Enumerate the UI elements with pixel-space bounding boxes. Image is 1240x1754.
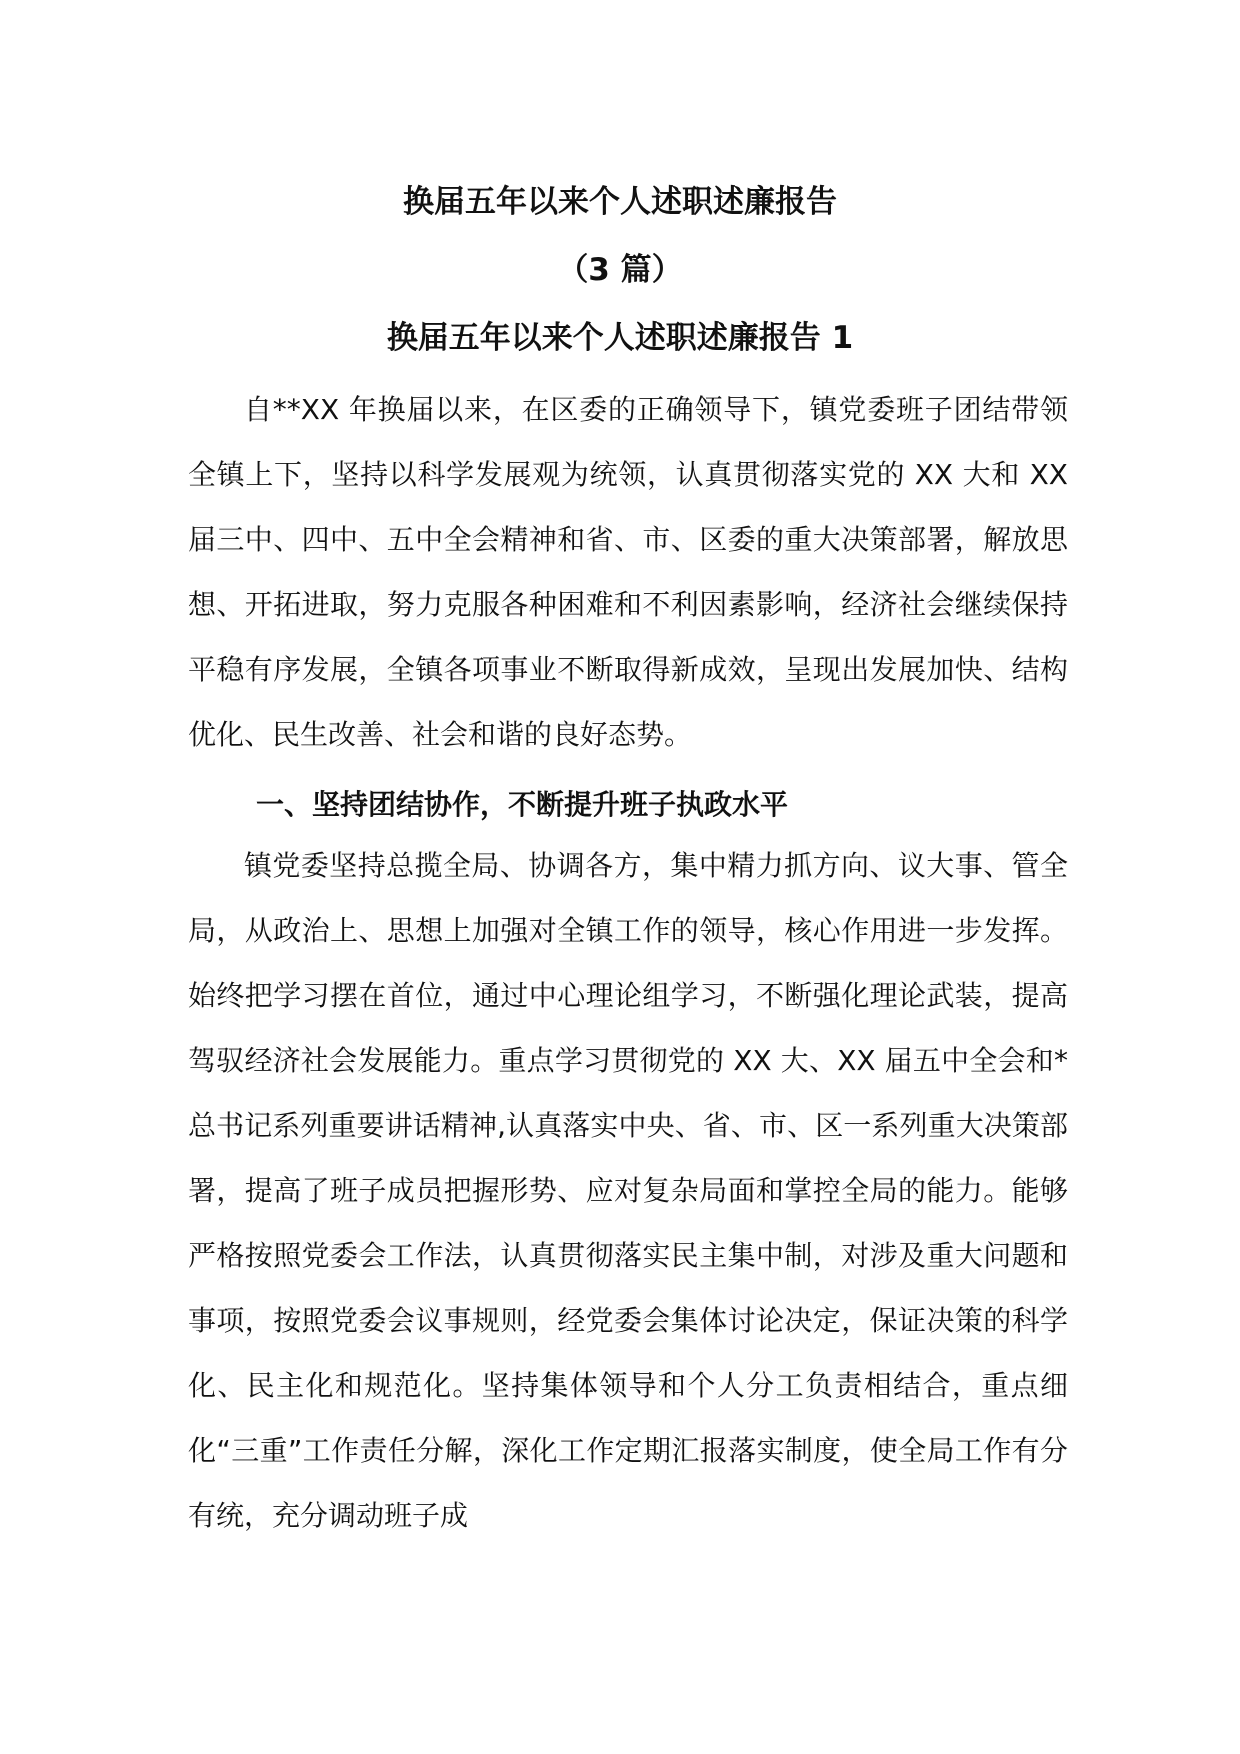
intro-paragraph: 自**XX 年换届以来，在区委的正确领导下，镇党委班子团结带领全镇上下，坚持以科学发展观为统领，认真贯彻落实党的 XX 大和 XX 届三中、四中、五中全会精神和省、市、区委的重大决策部署，解放思想、开拓进取，努力克服各种困难和不利因素影响，经济社会继续保持平稳有序发展，全镇各项事业不断取得新成效，呈现出发展加快、结构优化、民生改善、社会和谐的良好态势。: [188, 393, 1068, 751]
section-heading: 一、坚持团结协作，不断提升班子执政水平: [256, 788, 789, 821]
report-title: 换届五年以来个人述职述廉报告 1: [386, 320, 854, 356]
document-count: （3 篇）: [557, 252, 683, 288]
section-paragraph: 镇党委坚持总揽全局、协调各方，集中精力抓方向、议大事、管全局，从政治上、思想上加强对全镇工作的领导，核心作用进一步发挥。始终把学习摆在首位，通过中心理论组学习，不断强化理论武装，提高驾驭经济社会发展能力。重点学习贯彻党的 XX 大、XX 届五中全会和*总书记系列重要讲话精神,认真落实中央、省、市、区一系列重大决策部署，提高了班子成员把握形势、应对复杂局面和掌控全局的能力。能够严格按照党委会工作法，认真贯彻落实民主集中制，对涉及重大问题和事项，按照党委会议事规则，经党委会集体讨论决定，保证决策的科学化、民主化和规范化。坚持集体领导和个人分工负责相结合，重点细化“三重”工作责任分解，深化工作定期汇报落实制度，使全局工作有分有统，充分调动班子成: [188, 849, 1068, 1532]
document-title: 换届五年以来个人述职述廉报告: [403, 184, 837, 220]
